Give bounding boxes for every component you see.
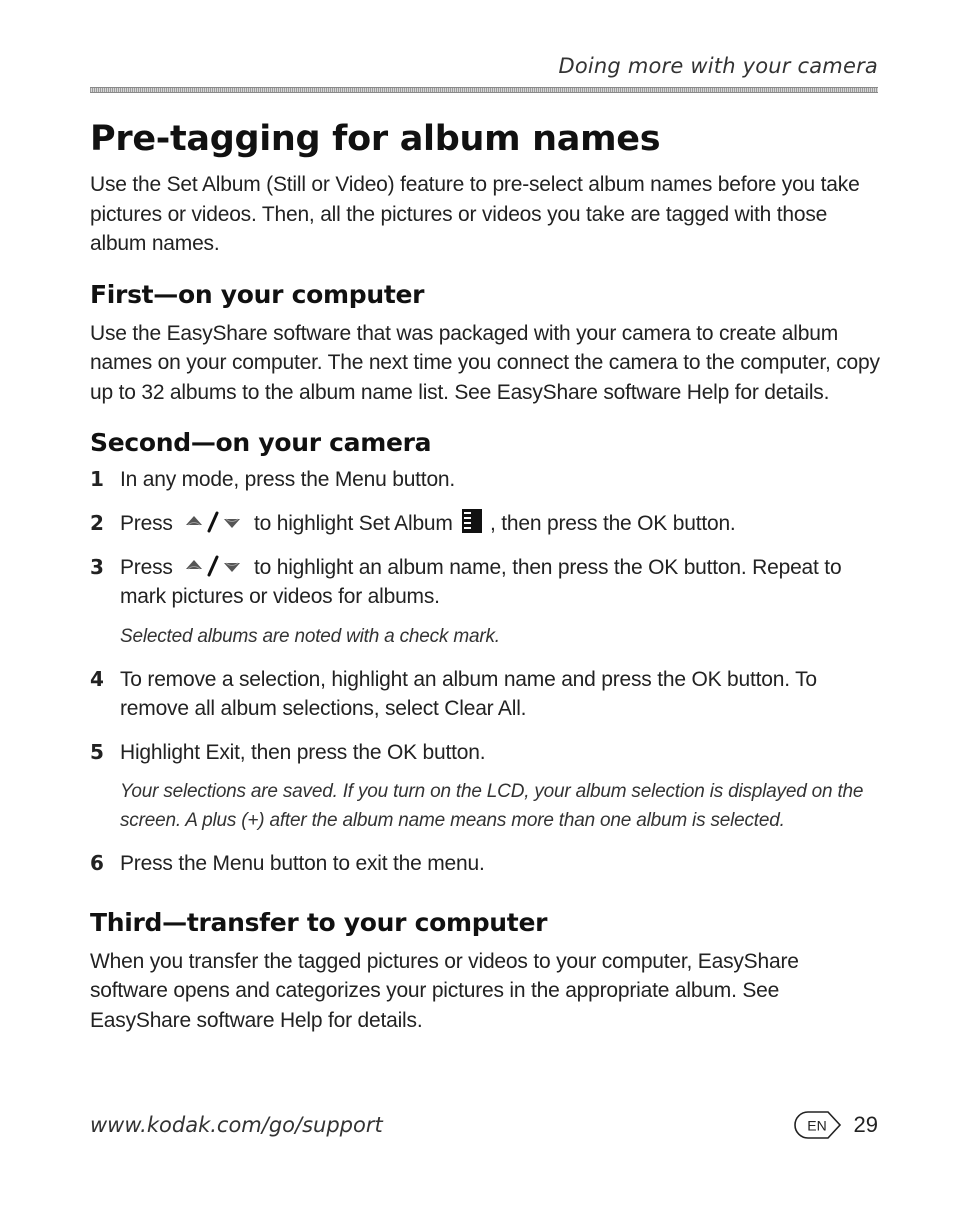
step-number: 4 (90, 666, 104, 691)
step-list (90, 465, 880, 879)
support-url: www.kodak.com/go/support (90, 1113, 383, 1137)
running-header: Doing more with your camera (558, 54, 878, 78)
step-number: 1 (90, 467, 104, 491)
step-text-mid: to highlight Set Album (253, 511, 453, 535)
step-text: Highlight Exit, then press the OK button. (120, 740, 486, 764)
step-number: 6 (90, 851, 104, 876)
section-heading-transfer: Third—transfer to your computer (90, 907, 548, 937)
step-text: To remove a selection, highlight an album name and press the OK button. To remove all album selections, select Clear All. (120, 667, 817, 721)
step-text-before: Press (120, 511, 173, 535)
page-number: 29 (853, 1112, 878, 1137)
step-text: Press the Menu button to exit the menu. (120, 852, 485, 876)
step-item (90, 553, 880, 651)
up-down-arrows-icon (182, 555, 244, 577)
step-item (90, 665, 880, 724)
step-number: 2 (90, 510, 104, 535)
up-down-arrows-icon (182, 511, 244, 533)
language-badge-label: EN (806, 1117, 827, 1134)
page-content (90, 112, 880, 1035)
album-icon (462, 509, 482, 533)
step-text-after: to highlight an album name, then press the OK button. Repeat to mark pictures or videos for albums. (120, 555, 842, 609)
step-item (90, 465, 880, 495)
step-number: 5 (90, 739, 104, 764)
step-number: 3 (90, 554, 104, 579)
intro-paragraph: Use the Set Album (Still or Video) feature to pre-select album names before you take pictures or videos. Then, all the pictures or videos you take are tagged with those album names. (90, 173, 860, 255)
section-body-computer: Use the EasyShare software that was packaged with your camera to create album names on your computer. The next time you connect the camera to the computer, copy up to 32 albums to the album name list. See EasyShare software Help for details. (90, 321, 880, 404)
step-text-after: , then press the OK button. (489, 511, 736, 535)
section-body-transfer: When you transfer the tagged pictures or videos to your computer, EasyShare software opens and categorizes your pictures in the appropriate album. See EasyShare software Help for details. (90, 949, 799, 1032)
header-rule (90, 87, 878, 93)
language-badge-icon (794, 1110, 842, 1140)
step-note: Selected albums are noted with a check mark. (120, 625, 500, 647)
section-heading-computer: First—on your computer (90, 279, 425, 309)
step-item (90, 509, 880, 539)
step-item (90, 849, 880, 879)
section-heading-camera: Second—on your camera (90, 428, 432, 457)
step-item (90, 738, 880, 836)
page-footer (794, 1110, 878, 1140)
page-title: Pre-tagging for album names (90, 119, 661, 159)
step-text: In any mode, press the Menu button. (120, 468, 456, 491)
step-note: Your selections are saved. If you turn on the LCD, your album selection is displayed on the screen. A plus (+) after the album name means more than one album is selected. (120, 781, 864, 832)
step-text-before: Press (120, 555, 173, 579)
